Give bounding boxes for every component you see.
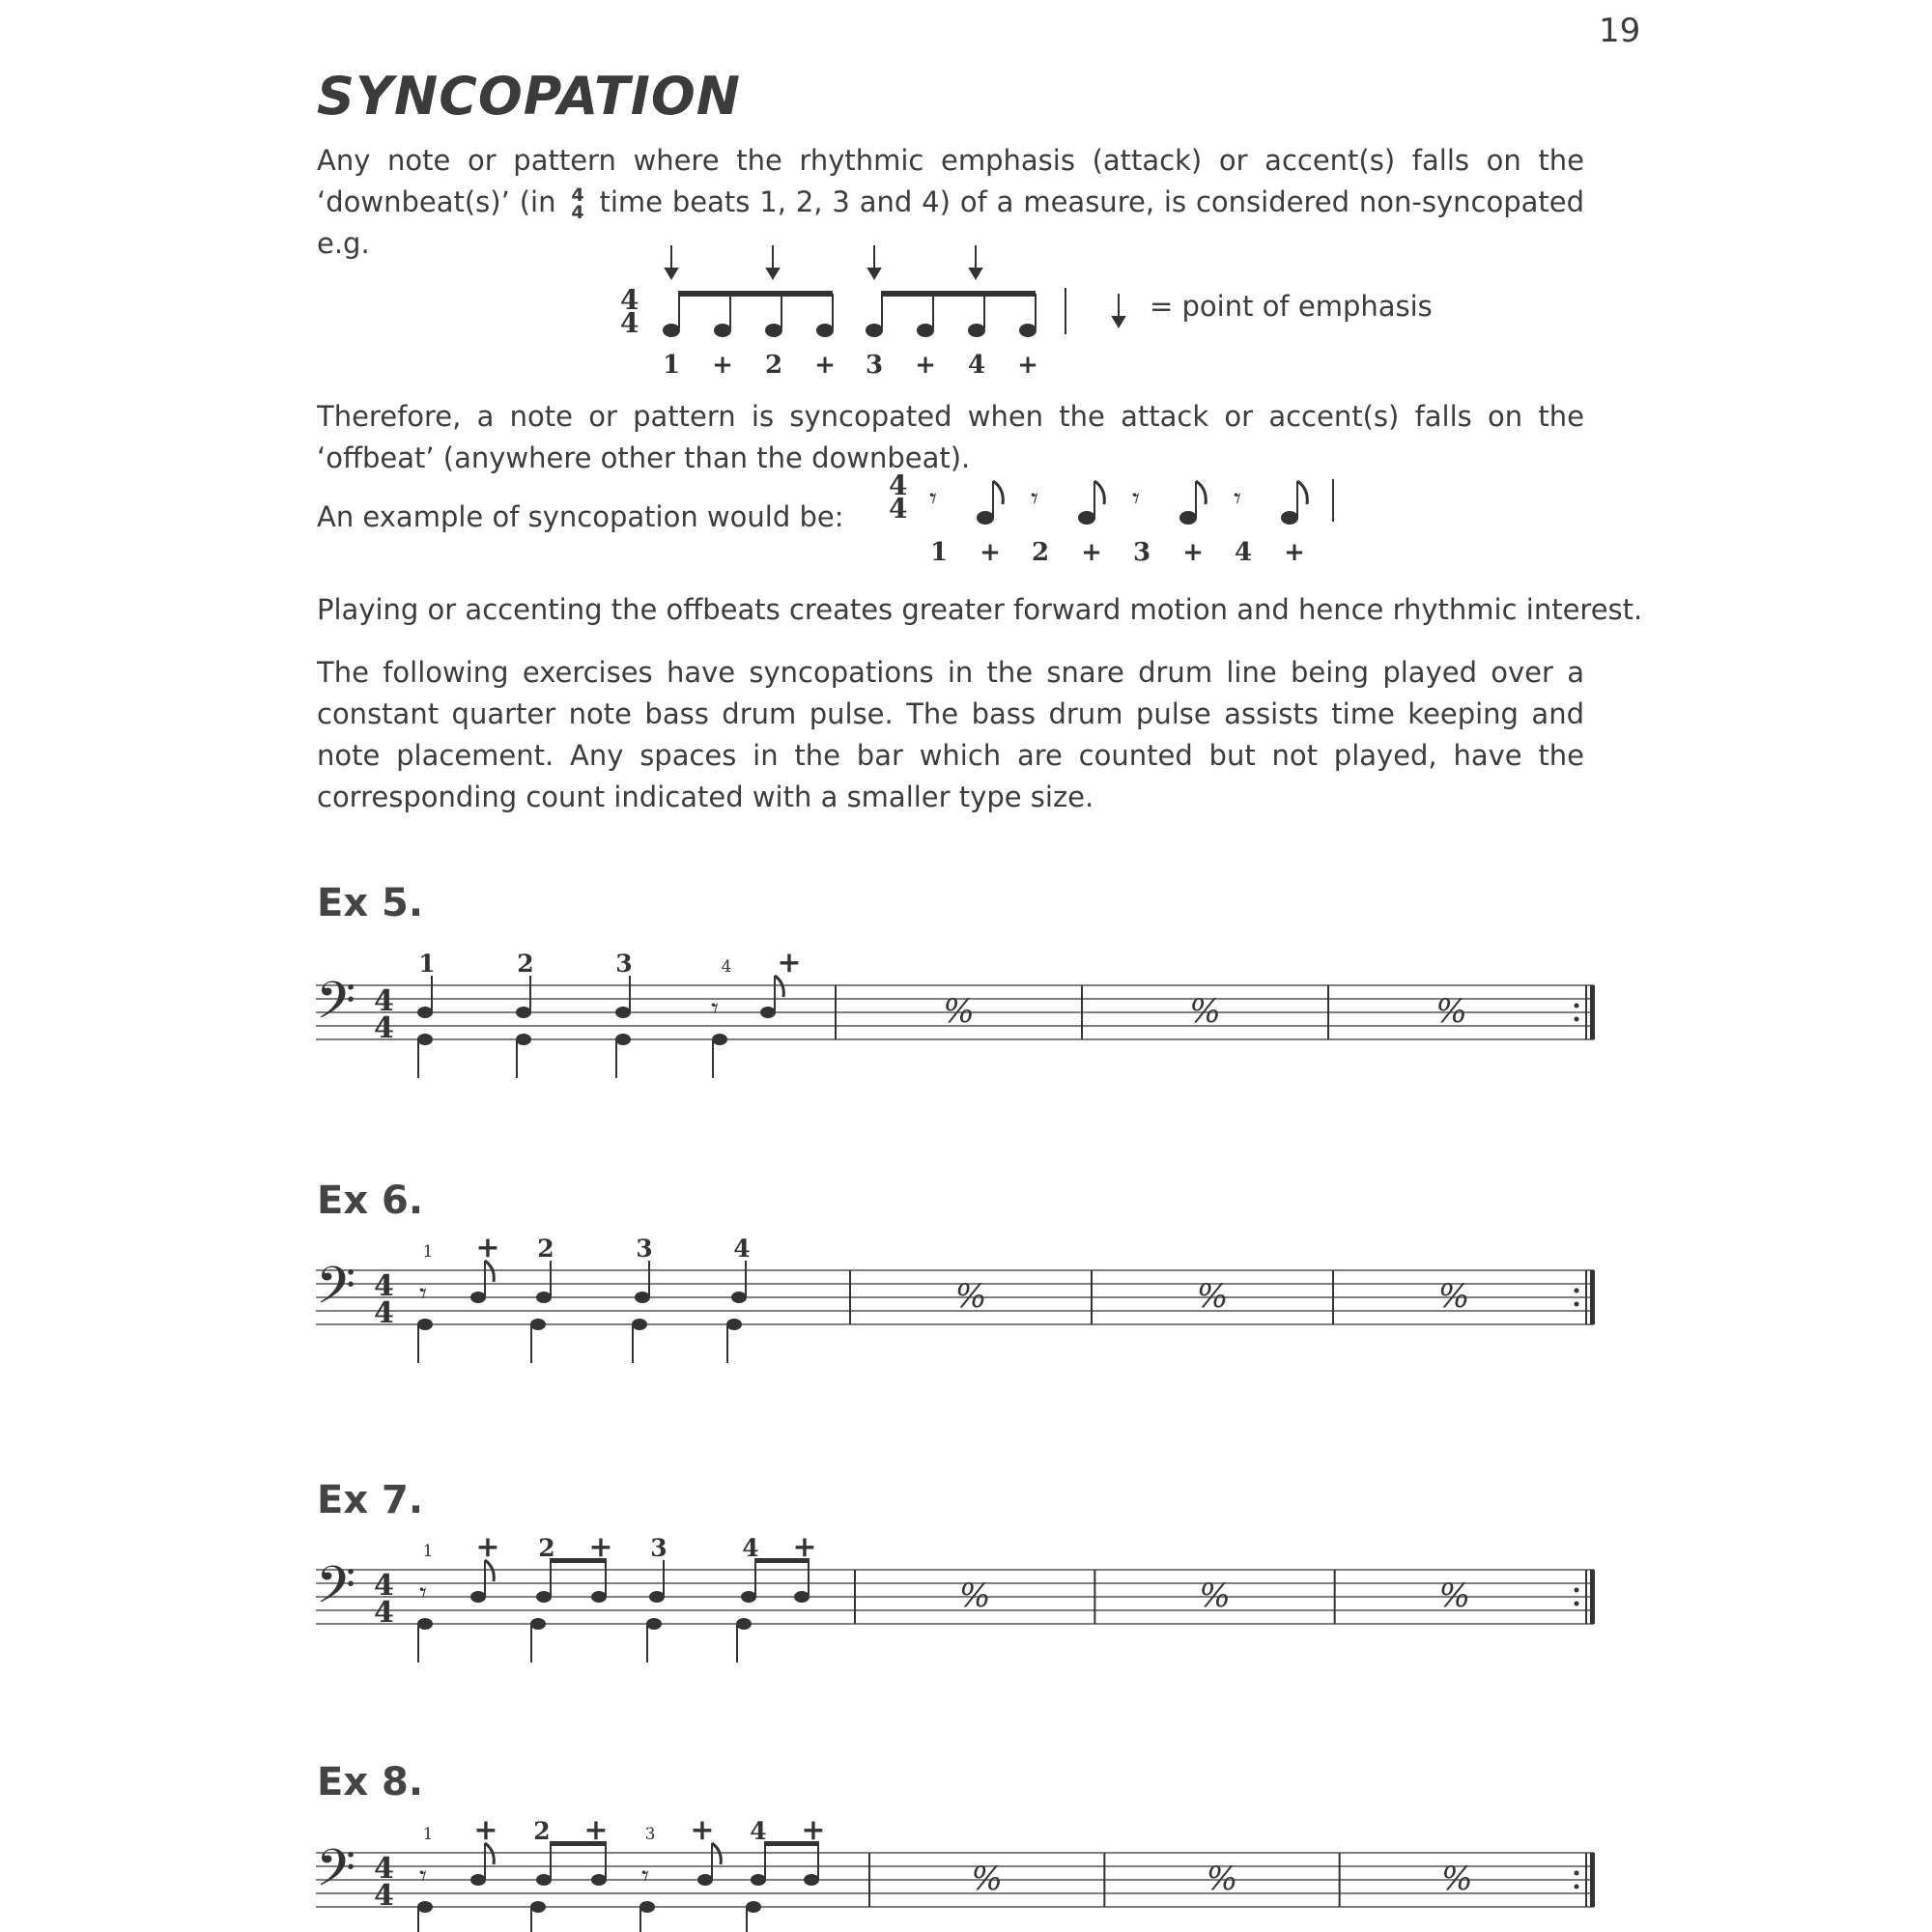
emphasis-figure bbox=[609, 242, 1478, 386]
bass-note-head bbox=[746, 1901, 761, 1913]
count-plus: + bbox=[980, 538, 1001, 567]
eighth-rest-icon: 𝄾 bbox=[419, 1577, 427, 1610]
bass-note-head bbox=[530, 1901, 546, 1913]
emphasis-legend bbox=[1113, 290, 1433, 327]
eighth-rest-icon: 𝄾 bbox=[929, 482, 937, 516]
measure-repeat-icon: % bbox=[1206, 1860, 1238, 1898]
time-sig-top: 4 bbox=[374, 1569, 394, 1603]
bass-note-head bbox=[639, 1901, 655, 1913]
count-label: + bbox=[475, 1231, 500, 1264]
snare-note-head bbox=[760, 1007, 776, 1018]
example-time-sig-top: 4 bbox=[889, 469, 908, 501]
down-arrow-icon bbox=[1113, 294, 1124, 327]
staff-lines bbox=[316, 1853, 1594, 1907]
measure-repeat-icon: % bbox=[1438, 1577, 1470, 1615]
snare-note-head bbox=[804, 1874, 819, 1886]
legend-text: = point of emphasis bbox=[1150, 290, 1433, 323]
count-label: + bbox=[473, 1813, 498, 1847]
example-time-sig-bottom: 4 bbox=[889, 493, 908, 525]
count-label: 2 bbox=[533, 1817, 551, 1845]
eighth-note-groups bbox=[663, 288, 1065, 337]
page-title: SYNCOPATION bbox=[317, 66, 741, 127]
eighth-rest-icon: 𝄾 bbox=[641, 1860, 649, 1893]
count-label: 4 bbox=[750, 1817, 767, 1845]
count-label: 1 bbox=[422, 1242, 434, 1262]
intro-text-b: time beats 1, 2, 3 and 4) of a measure, is considered non-syncopated e.g. bbox=[317, 185, 1584, 260]
count-2: 2 bbox=[1031, 538, 1050, 567]
measure-repeat-icon: % bbox=[1441, 1860, 1473, 1898]
time-sig-top: 4 bbox=[374, 1269, 394, 1303]
inline-time-signature bbox=[571, 186, 583, 221]
snare-note-head bbox=[649, 1591, 665, 1603]
count-label: + bbox=[801, 1813, 826, 1847]
count-label: 4 bbox=[733, 1235, 751, 1263]
time-sig-bottom: 4 bbox=[374, 1596, 394, 1630]
bass-note-head bbox=[417, 1618, 433, 1630]
snare-note-head bbox=[591, 1591, 607, 1603]
snare-note-head bbox=[731, 1292, 747, 1303]
repeat-dot bbox=[1575, 1017, 1579, 1022]
syncopation-figure bbox=[879, 469, 1362, 570]
exercise-title: Ex 6. bbox=[317, 1179, 424, 1223]
snare-note-head bbox=[417, 1007, 433, 1018]
time-sig-top: 4 bbox=[374, 984, 394, 1018]
measure-repeat-icon: % bbox=[1196, 1277, 1229, 1316]
snare-note-head bbox=[470, 1292, 486, 1303]
count-label: 2 bbox=[538, 1534, 555, 1562]
count-label: + bbox=[583, 1813, 609, 1847]
eighth-note bbox=[1179, 481, 1206, 525]
exercise-title: Ex 5. bbox=[317, 881, 424, 925]
measure-repeat-icon: % bbox=[1199, 1577, 1231, 1615]
count-label: 2 bbox=[537, 1235, 554, 1263]
inline-time-sig-top: 4 bbox=[571, 185, 584, 206]
count-label: 3 bbox=[644, 1825, 656, 1844]
eighth-rest-icon: 𝄾 bbox=[711, 992, 719, 1026]
exercise-8-staff bbox=[314, 1804, 1608, 1932]
motion-paragraph: Playing or accenting the offbeats creates greater forward motion and hence rhythmic interest. bbox=[317, 593, 1643, 626]
repeat-dot bbox=[1575, 1004, 1579, 1009]
count-plus: + bbox=[1081, 538, 1102, 567]
bass-note-head bbox=[712, 1034, 727, 1045]
count-3: 3 bbox=[1132, 538, 1151, 567]
time-sig-bottom: 4 bbox=[374, 1011, 394, 1045]
snare-note-head bbox=[794, 1591, 810, 1603]
eighth-note bbox=[1281, 481, 1307, 525]
eighth-rest-icon: 𝄾 bbox=[419, 1860, 427, 1893]
bass-note-head bbox=[726, 1319, 742, 1330]
snare-note-head bbox=[470, 1874, 486, 1886]
bass-note-head bbox=[516, 1034, 531, 1045]
eighth-rest-icon: 𝄾 bbox=[419, 1277, 427, 1311]
measure-repeat-icon: % bbox=[1435, 992, 1467, 1031]
repeat-dot bbox=[1575, 1588, 1579, 1593]
inline-time-sig-bottom: 4 bbox=[571, 202, 584, 223]
count-label: 1 bbox=[418, 950, 436, 978]
staff-lines bbox=[316, 1570, 1594, 1624]
count-label: 4 bbox=[721, 957, 732, 977]
time-sig-bottom: 4 bbox=[374, 1879, 394, 1913]
exercise-7-staff bbox=[314, 1521, 1608, 1686]
repeat-bar-thick bbox=[1590, 1270, 1595, 1324]
count-4: 4 bbox=[1234, 538, 1253, 567]
syncopation-paragraph: Therefore, a note or pattern is syncopated when the attack or accent(s) falls on the ‘offbeat’ (anywhere other than the downbeat). bbox=[317, 400, 1584, 474]
count-label: + bbox=[588, 1530, 613, 1564]
bass-note-head bbox=[615, 1034, 631, 1045]
count-plus: + bbox=[814, 351, 836, 380]
count-label: 2 bbox=[517, 950, 534, 978]
snare-note-head bbox=[536, 1874, 552, 1886]
count-label: 3 bbox=[615, 950, 633, 978]
repeat-dot bbox=[1575, 1602, 1579, 1606]
count-label: 1 bbox=[422, 1825, 434, 1844]
bass-note-head bbox=[417, 1034, 433, 1045]
bass-note-head bbox=[530, 1618, 546, 1630]
emphasis-time-sig-bottom: 4 bbox=[620, 307, 639, 339]
repeat-dot bbox=[1575, 1871, 1579, 1876]
eighth-note bbox=[1078, 481, 1104, 525]
eighth-rest-icon: 𝄾 bbox=[1234, 482, 1241, 516]
snare-note-head bbox=[741, 1591, 756, 1603]
eighth-rest-icon: 𝄾 bbox=[1031, 482, 1038, 516]
intro-text-a: Any note or pattern where the rhythmic emphasis (attack) or accent(s) falls on the ‘downbeat(s)’ (in bbox=[317, 144, 1584, 218]
count-1: 1 bbox=[929, 538, 949, 567]
emphasis-arrows bbox=[666, 245, 981, 278]
repeat-bar-thick bbox=[1590, 1853, 1595, 1907]
measure-repeat-icon: % bbox=[1437, 1277, 1470, 1316]
bass-note-head bbox=[646, 1618, 662, 1630]
emphasis-time-signature bbox=[620, 284, 639, 339]
rests-and-notes bbox=[929, 479, 1333, 525]
bass-note-head bbox=[417, 1901, 433, 1913]
exercise-6-staff bbox=[314, 1222, 1608, 1386]
count-2: 2 bbox=[764, 351, 783, 380]
count-label: 3 bbox=[650, 1534, 668, 1562]
repeat-bar-thick bbox=[1590, 1570, 1595, 1624]
bass-clef-icon: 𝄢 bbox=[316, 972, 356, 1043]
snare-note-head bbox=[697, 1874, 713, 1886]
measure-repeat-icon: % bbox=[943, 992, 975, 1031]
snare-note-head bbox=[635, 1292, 650, 1303]
repeat-dot bbox=[1575, 1302, 1579, 1307]
count-plus: + bbox=[712, 351, 733, 380]
snare-note-head bbox=[591, 1874, 607, 1886]
count-label: 1 bbox=[422, 1542, 434, 1561]
eighth-rest-icon: 𝄾 bbox=[1132, 482, 1140, 516]
example-label: An example of syncopation would be: bbox=[317, 500, 844, 533]
bass-clef-icon: 𝄢 bbox=[316, 1257, 356, 1328]
exercise-5-staff bbox=[314, 937, 1608, 1101]
count-3: 3 bbox=[865, 351, 884, 380]
snare-note-head bbox=[470, 1591, 486, 1603]
bass-note-head bbox=[530, 1319, 546, 1330]
measure-repeat-icon: % bbox=[1189, 992, 1221, 1031]
repeat-dot bbox=[1575, 1885, 1579, 1889]
bass-note-head bbox=[632, 1319, 647, 1330]
count-label: + bbox=[690, 1813, 715, 1847]
emphasis-time-sig-top: 4 bbox=[620, 284, 639, 316]
count-plus: + bbox=[915, 351, 936, 380]
time-sig-bottom: 4 bbox=[374, 1296, 394, 1330]
snare-note-head bbox=[516, 1007, 531, 1018]
exercises-paragraph: The following exercises have syncopations in the snare drum line being played over a constant quarter note bass drum pulse. The bass drum pulse assists time keeping and note placement. Any spaces in the bar which are counted but not played, have the corresponding count indicated with a smaller type size. bbox=[317, 656, 1584, 813]
bass-clef-icon: 𝄢 bbox=[316, 1839, 356, 1911]
repeat-dot bbox=[1575, 1289, 1579, 1293]
page-number: 19 bbox=[1599, 12, 1641, 50]
exercise-title: Ex 8. bbox=[317, 1760, 424, 1804]
measure-repeat-icon: % bbox=[959, 1577, 991, 1615]
exercise-title: Ex 7. bbox=[317, 1478, 424, 1522]
repeat-bar-thick bbox=[1590, 985, 1595, 1039]
count-plus: + bbox=[1017, 351, 1038, 380]
count-1: 1 bbox=[662, 351, 681, 380]
snare-note-head bbox=[751, 1874, 766, 1886]
bass-note-head bbox=[736, 1618, 752, 1630]
count-label: + bbox=[792, 1530, 817, 1564]
count-label: + bbox=[777, 946, 802, 980]
snare-note-head bbox=[536, 1292, 552, 1303]
count-label: + bbox=[475, 1530, 500, 1564]
example-counts bbox=[930, 538, 1305, 567]
measure-repeat-icon: % bbox=[954, 1277, 987, 1316]
eighth-note bbox=[977, 481, 1003, 525]
snare-note-head bbox=[615, 1007, 631, 1018]
emphasis-counts bbox=[663, 351, 1038, 380]
snare-note-head bbox=[536, 1591, 552, 1603]
count-label: 3 bbox=[636, 1235, 653, 1263]
bass-note-head bbox=[417, 1319, 433, 1330]
count-plus: + bbox=[1284, 538, 1305, 567]
time-sig-top: 4 bbox=[374, 1852, 394, 1886]
bass-clef-icon: 𝄢 bbox=[316, 1556, 356, 1628]
count-label: 4 bbox=[742, 1534, 759, 1562]
count-4: 4 bbox=[967, 351, 986, 380]
measure-repeat-icon: % bbox=[971, 1860, 1003, 1898]
count-plus: + bbox=[1182, 538, 1204, 567]
example-time-signature bbox=[889, 469, 907, 525]
